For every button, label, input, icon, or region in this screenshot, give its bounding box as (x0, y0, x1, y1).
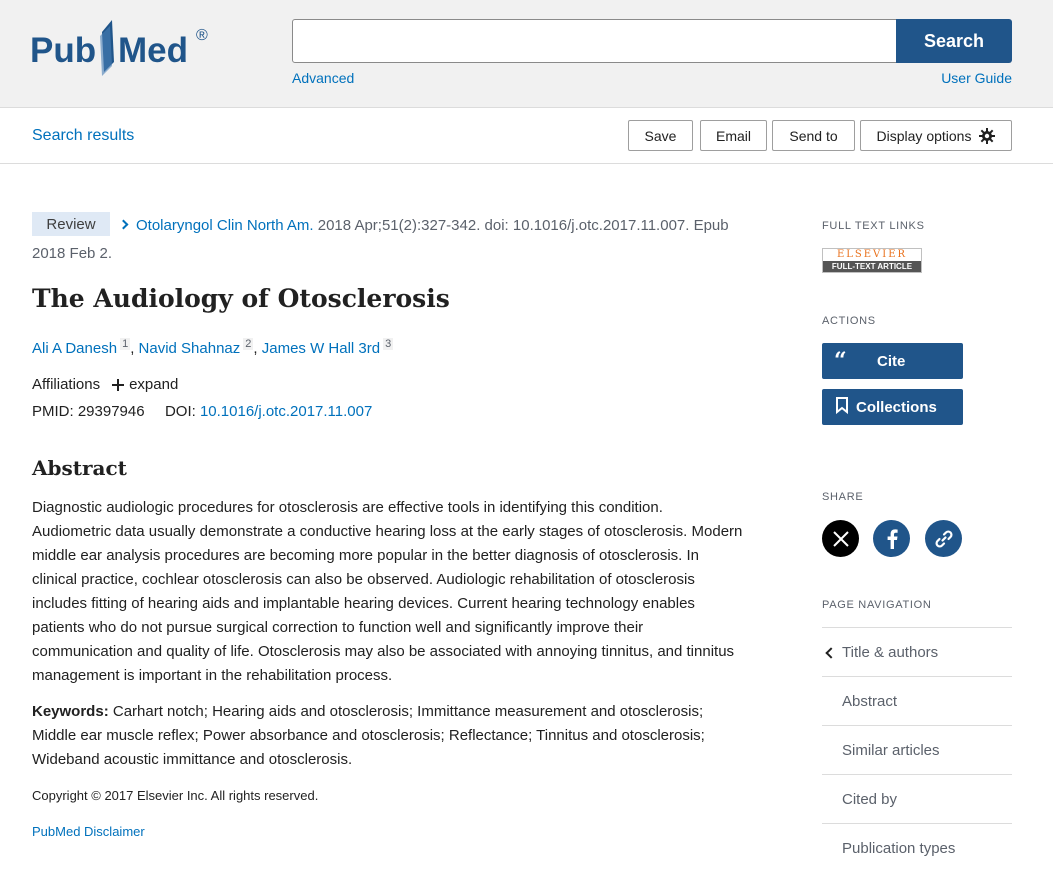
plus-icon (112, 379, 124, 391)
display-options-label: Display options (876, 127, 972, 144)
chevron-right-icon (119, 220, 129, 230)
review-badge: Review (32, 212, 110, 236)
page-nav-label: Similar articles (842, 741, 940, 759)
author-list: Ali A Danesh $^1$ , Navid Shahnaz $^2$ , James W Hall 3rd $^3$ (32, 338, 392, 357)
abstract-heading: Abstract (32, 456, 127, 480)
cite-button[interactable] (822, 343, 963, 379)
link-icon (934, 529, 954, 549)
email-button[interactable]: Email (700, 120, 767, 151)
x-logo-icon (832, 530, 850, 548)
page-nav-label: Abstract (842, 692, 898, 710)
elsevier-logo-text: ELSEVIER (823, 249, 921, 261)
share-facebook-button[interactable] (873, 520, 910, 557)
gear-icon (979, 128, 995, 144)
keywords-label: Keywords: (32, 703, 109, 720)
page-nav-publication-types[interactable] (822, 823, 1012, 872)
search-results-link[interactable]: Search results (32, 127, 135, 144)
bookmark-icon (836, 397, 850, 417)
page-nav-cited-by[interactable] (822, 774, 1012, 823)
collections-label: Collections (856, 398, 937, 416)
chevron-left-icon (825, 647, 836, 658)
keywords-text: Carhart notch; Hearing aids and otosclerosis; Immittance measurement and otosclerosis; Middle ear muscle reflex; Power absorbance and otosclerosis; Reflectance; Tinnitus and otosclerosis; Wideband acoustic immittance and otosclerosis. (32, 703, 705, 768)
page-navigation-label: PAGE NAVIGATION (822, 599, 932, 611)
save-button[interactable]: Save (628, 120, 693, 151)
search-input[interactable] (292, 19, 897, 63)
author-link[interactable]: James W Hall 3rd (261, 340, 381, 357)
pubmed-disclaimer-link[interactable]: PubMed Disclaimer (32, 824, 145, 839)
cite-label: Cite (877, 352, 906, 370)
collections-button[interactable] (822, 389, 963, 425)
page-nav-label: Publication types (842, 839, 956, 857)
author-affiliation-ref[interactable]: 3 (385, 338, 392, 350)
author-link[interactable]: Ali A Danesh (32, 340, 118, 357)
registered-mark: ® (196, 27, 208, 44)
page-nav-similar-articles[interactable] (822, 725, 1012, 774)
user-guide-link[interactable]: User Guide (941, 70, 1012, 86)
search-button[interactable]: Search (896, 19, 1012, 63)
facebook-icon (886, 529, 898, 549)
article-title: The Audiology of Otosclerosis (32, 284, 450, 313)
actions-label: ACTIONS (822, 315, 876, 327)
pubmed-logo[interactable] (30, 14, 215, 79)
author-affiliation-ref[interactable]: 1 (122, 338, 129, 350)
author-link[interactable]: Navid Shahnaz (138, 340, 241, 357)
logo-med-text: Med (118, 31, 188, 70)
doi-link[interactable]: 10.1016/j.otc.2017.11.007 (199, 403, 373, 420)
quote-icon: “ (834, 348, 847, 374)
citation-details: 2018 Apr;51(2):327-342. doi: 10.1016/j.otc.2017.11.007. Epub 2018 Feb 2. (32, 217, 729, 262)
journal-link[interactable]: Otolaryngol Clin North Am. (136, 217, 314, 234)
site-header (0, 0, 1053, 108)
elsevier-full-text-link[interactable] (822, 248, 922, 273)
expand-label: expand (129, 376, 179, 393)
author-affiliation-ref[interactable]: 2 (245, 338, 252, 350)
copyright-notice: Copyright © 2017 Elsevier Inc. All rights reserved. (32, 788, 319, 803)
abstract-text: Diagnostic audiologic procedures for otosclerosis are effective tools in identifying this condition. Audiometric data usually demonstrate a conductive hearing loss at the early stages of otosclerosis. Modern middle ear analysis procedures are becoming more popular in the better diagnosis of otosclerosis. In clinical practice, cochlear otosclerosis can also be observed. Audiologic rehabilitation of otosclerosis includes fitting of hearing aids and implantable hearing devices. Current hearing technology enables patients who do not pursue surgical correction to function well and significantly improve their communication and quality of life. Otosclerosis may also be associated with annoying tinnitus, and tinnitus management is important in the rehabilitation process. (32, 499, 743, 684)
full-text-links-label: FULL TEXT LINKS (822, 220, 925, 232)
page-nav-abstract[interactable] (822, 676, 1012, 725)
share-label: SHARE (822, 491, 864, 503)
pmid-label: PMID: (32, 403, 74, 420)
identifiers-row (32, 403, 372, 420)
page-nav-title-authors[interactable] (822, 627, 1012, 676)
article-toolbar (0, 108, 1053, 164)
logo-pub-text: Pub (30, 31, 97, 70)
page-nav-label: Cited by (842, 790, 898, 808)
doi-label: DOI: (164, 403, 196, 420)
citation-line (32, 212, 752, 268)
affiliations-label: Affiliations (32, 376, 101, 393)
expand-affiliations-button[interactable] (112, 376, 178, 393)
affiliations-row (32, 376, 178, 393)
share-permalink-button[interactable] (925, 520, 962, 557)
send-to-button[interactable]: Send to (772, 120, 855, 151)
keywords (32, 700, 744, 772)
share-x-button[interactable] (822, 520, 859, 557)
page-nav-label: Title & authors (842, 643, 939, 661)
pmid-value: 29397946 (77, 403, 145, 420)
full-text-article-label: FULL-TEXT ARTICLE (823, 261, 921, 272)
advanced-search-link[interactable]: Advanced (292, 70, 355, 86)
display-options-button[interactable] (860, 120, 1012, 151)
